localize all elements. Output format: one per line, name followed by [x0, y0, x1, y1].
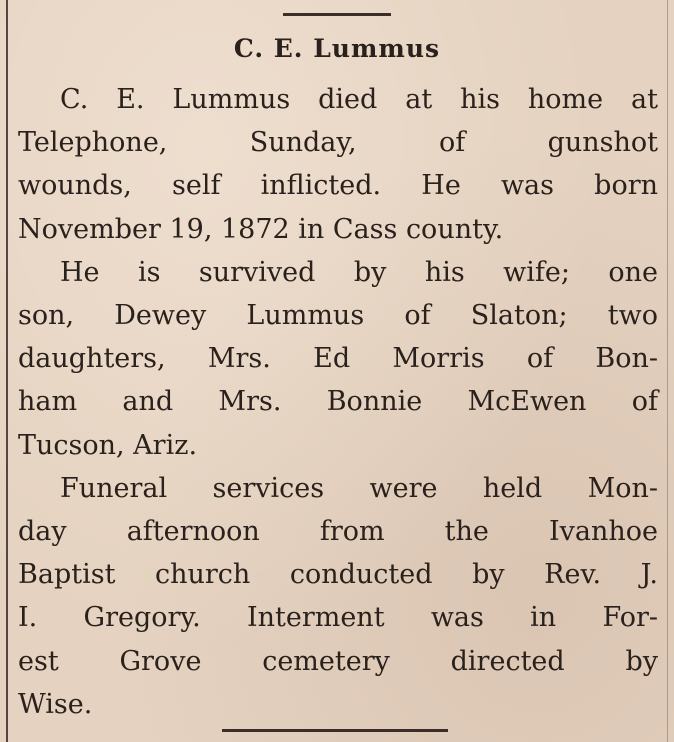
paragraph-funeral [18, 467, 658, 726]
text-line: day afternoon from the Ivanhoe [18, 516, 658, 548]
top-divider-rule [283, 13, 391, 16]
text-line: He is survived by his wife; one [60, 256, 658, 288]
text-line: ham and Mrs. Bonnie McEwen of [18, 386, 658, 418]
text-line: Funeral services were held Mon- [60, 472, 658, 504]
text-line: son, Dewey Lummus of Slaton; two [18, 300, 658, 332]
text-line: daughters, Mrs. Ed Morris of Bon- [18, 343, 658, 375]
paragraph-survivors [18, 251, 658, 467]
obituary-body [18, 78, 658, 726]
text-line: Baptist church conducted by Rev. J. [18, 559, 658, 591]
column-rule-right [667, 0, 668, 742]
text-line: November 19, 1872 in Cass county. [18, 213, 504, 245]
text-line: Tucson, Ariz. [18, 429, 198, 461]
obituary-headline: C. E. Lummus [233, 34, 441, 63]
text-line: Wise. [18, 688, 93, 720]
text-line: I. Gregory. Interment was in For- [18, 602, 658, 634]
text-line: wounds, self inflicted. He was born [18, 170, 658, 202]
text-line: C. E. Lummus died at his home at [60, 84, 658, 115]
column-rule-left [6, 0, 8, 742]
text-line: est Grove cemetery directed by [18, 645, 658, 677]
paragraph-death-notice [18, 78, 658, 251]
text-line: Telephone, Sunday, of gunshot [18, 127, 658, 159]
bottom-divider-rule [222, 729, 448, 732]
